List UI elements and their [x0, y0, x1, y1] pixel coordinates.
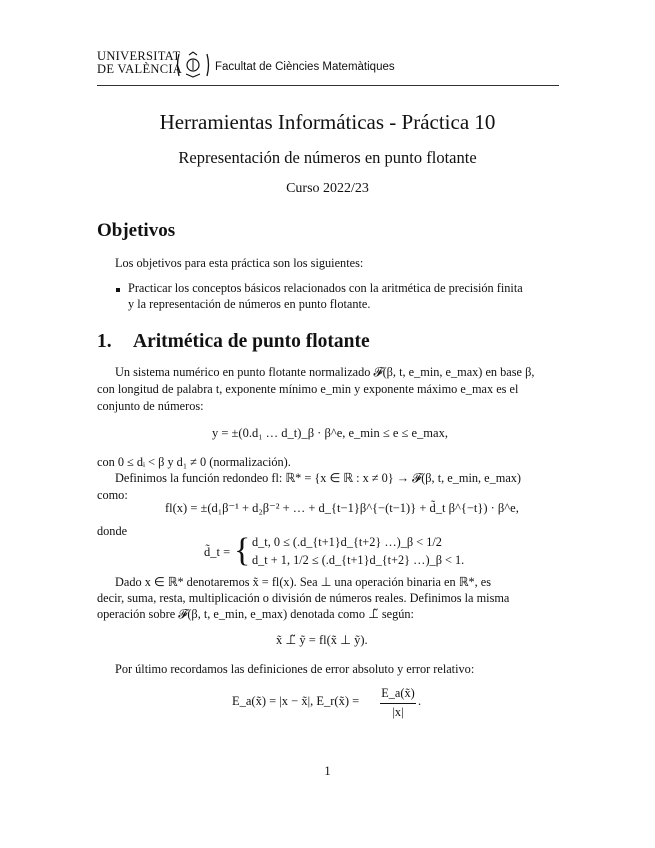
document-subtitle: Representación de números en punto flotante — [178, 148, 477, 167]
fraction-denominator: |x| — [392, 705, 404, 719]
equation-rounding-function: fl(x) = ±(d₁β⁻¹ + d₂β⁻² + … + d_{t−1}β^{−(t−1)} + d̃_t β^{−t}) · β^e, — [165, 501, 519, 515]
course-label: Curso 2022/23 — [286, 181, 369, 196]
header-divider — [97, 85, 559, 86]
paragraph-line: operación sobre 𝓕(β, t, e_min, e_max) denotada como ⊥̃ según: — [97, 607, 414, 621]
paragraph-line: Definimos la función redondeo fl: ℝ* = {x ∈ ℝ : x ≠ 0} → 𝓕(β, t, e_min, e_max) — [115, 471, 522, 485]
paragraph-line: donde — [97, 524, 128, 538]
objective-item-line1: Practicar los conceptos básicos relacionados con la aritmética de precisión finita — [128, 281, 523, 295]
paragraph-line: conjunto de números: — [97, 399, 204, 413]
section-title: Aritmética de punto flotante — [133, 331, 370, 352]
paragraph-line: con 0 ≤ dᵢ < β y d₁ ≠ 0 (normalización). — [97, 455, 291, 469]
university-emblem-icon — [175, 51, 211, 79]
equation-floating-operation: x̃ ⊥̃ ỹ = fl(x̃ ⊥ ỹ). — [276, 633, 368, 647]
paragraph-line: como: — [97, 488, 128, 502]
fraction-bar — [380, 703, 416, 704]
university-name-line1: UNIVERSITAT — [97, 49, 181, 63]
university-name-line2: DE VALÈNCIA — [97, 62, 183, 76]
university-logo — [97, 50, 183, 80]
section-1-heading — [97, 331, 370, 353]
equation-period: . — [418, 694, 422, 708]
document-title: Herramientas Informáticas - Práctica 10 — [159, 110, 496, 134]
objective-item-line2: y la representación de números en punto flotante. — [128, 297, 371, 311]
bullet-icon — [115, 286, 123, 294]
faculty-name: Facultat de Ciències Matemàtiques — [215, 61, 395, 73]
objectives-heading: Objetivos — [97, 220, 176, 241]
equation-dt-lhs: d̃_t = — [204, 545, 231, 559]
piecewise-case-1: d_t, 0 ≤ (.d_{t+1}d_{t+2} …)_β < 1/2 — [252, 535, 442, 549]
paragraph-line: Un sistema numérico en punto flotante normalizado 𝓕(β, t, e_min, e_max) en base β, — [115, 365, 535, 379]
section-number: 1. — [97, 331, 112, 352]
objectives-intro: Los objetivos para esta práctica son los siguientes: — [115, 256, 364, 270]
fraction-numerator: E_a(x̃) — [381, 686, 415, 700]
paragraph-line: con longitud de palabra t, exponente mínimo e_min y exponente máximo e_max es el — [97, 382, 519, 396]
paragraph-line: Dado x ∈ ℝ* denotaremos x̃ = fl(x). Sea ⊥ una operación binaria en ℝ*, es — [115, 575, 491, 589]
paragraph-line: decir, suma, resta, multiplicación o división de números reales. Definimos la misma — [97, 591, 510, 605]
equation-errors-left: E_a(x̃) = |x − x̃|, E_r(x̃) = — [232, 694, 360, 708]
paragraph-line: Por último recordamos las definiciones de error absoluto y error relativo: — [115, 662, 475, 676]
left-brace: { — [234, 532, 251, 569]
equation-floating-point-set: y = ±(0.d₁ … d_t)_β · β^e, e_min ≤ e ≤ e_max, — [212, 426, 448, 440]
page-number: 1 — [324, 764, 331, 778]
piecewise-case-2: d_t + 1, 1/2 ≤ (.d_{t+1}d_{t+2} …)_β < 1. — [252, 553, 465, 567]
page-header — [97, 50, 559, 86]
